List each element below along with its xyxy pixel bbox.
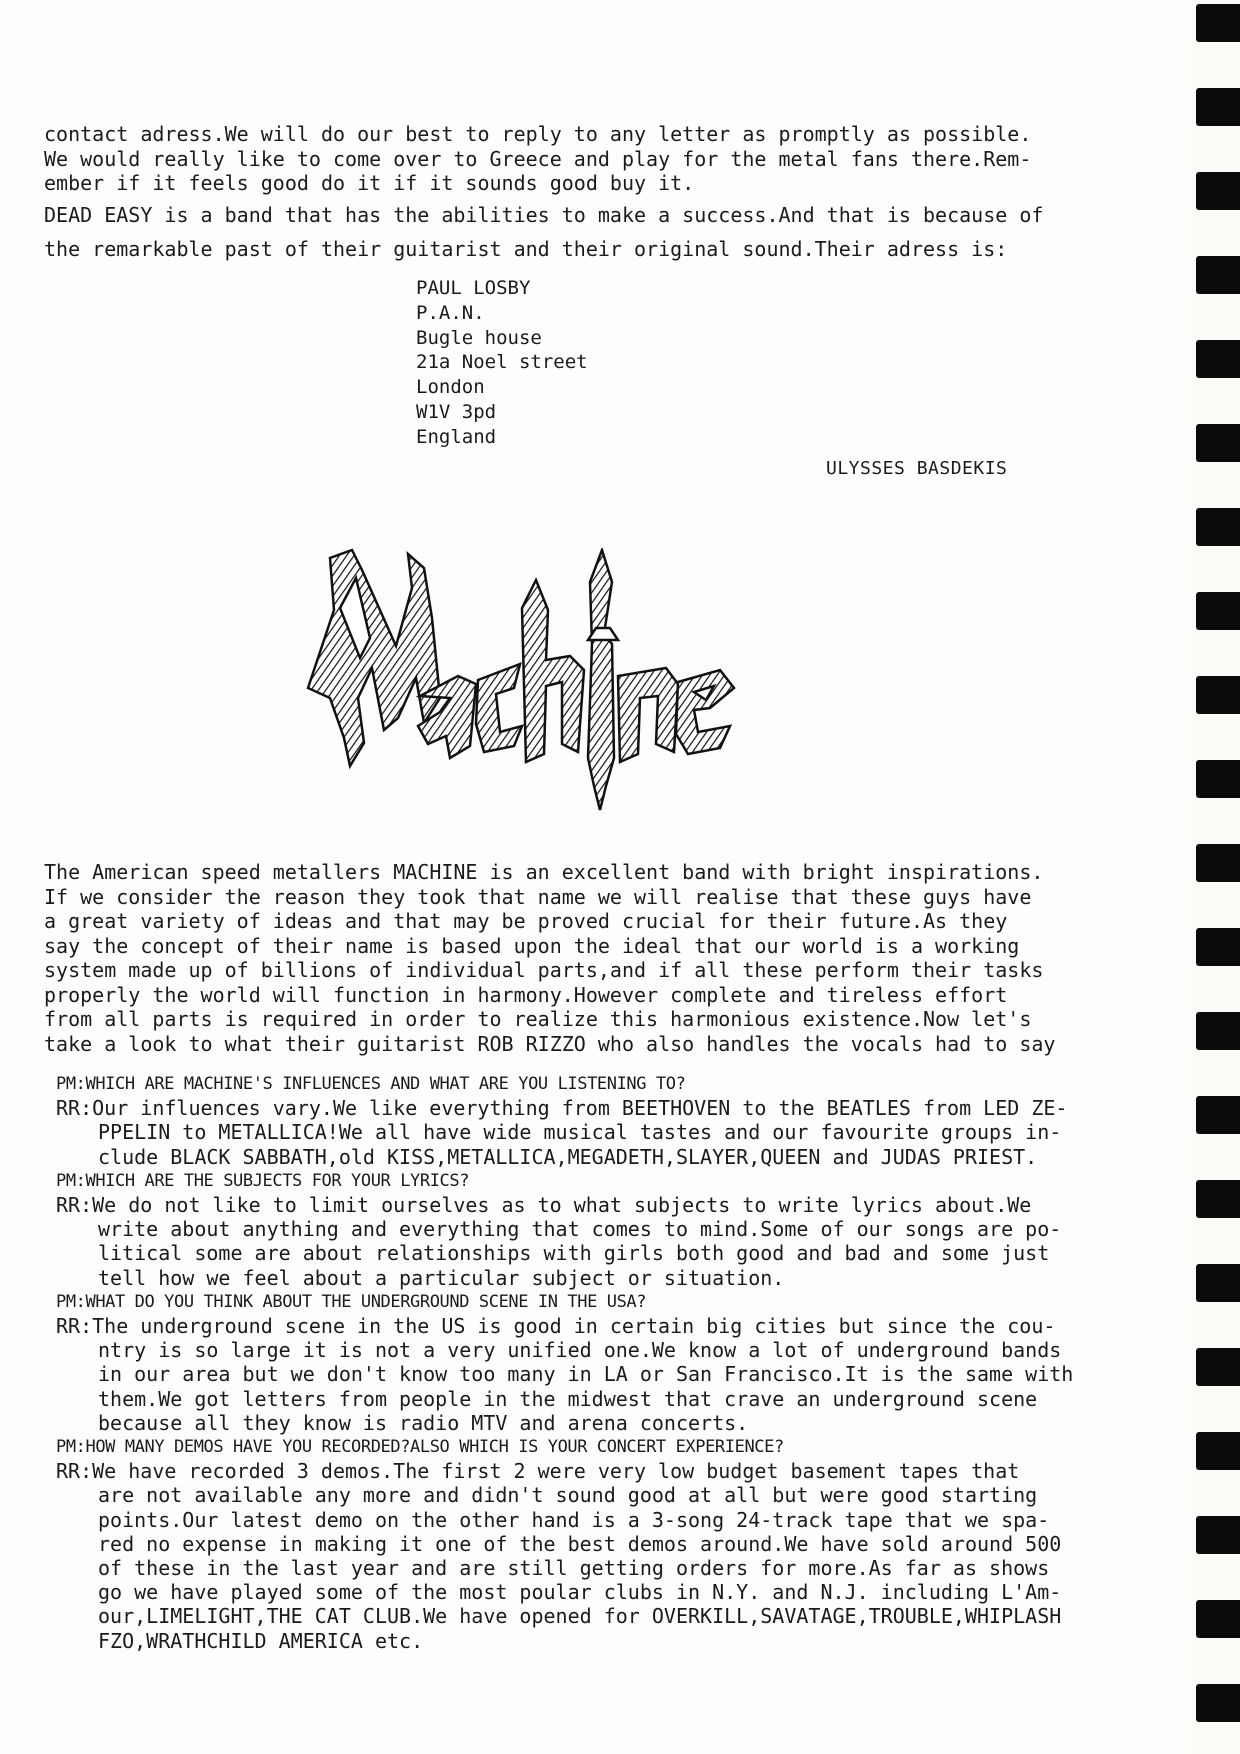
interview-question: PM:WHICH ARE MACHINE'S INFLUENCES AND WHAT ARE YOU LISTENING TO?: [56, 1074, 686, 1094]
interview-answer-line: FZO,WRATHCHILD AMERICA etc.: [98, 1628, 424, 1653]
text-line: DEAD EASY is a band that has the abilities to make a success.And that is because of: [44, 203, 1044, 227]
binding-ring: [1196, 1348, 1240, 1386]
address-line: W1V 3pd: [416, 400, 497, 423]
intro-paragraph: [44, 122, 1104, 196]
interview-answer-line: RR:Our influences vary.We like everything from BEETHOVEN to the BEATLES from LED ZE-: [56, 1096, 1068, 1121]
binding-ring: [1196, 1600, 1240, 1638]
binding-ring: [1196, 1180, 1240, 1218]
interview-answer-line: litical some are about relationships with girls both good and bad and some just: [98, 1241, 1050, 1266]
interview-answer-line: RR:We have recorded 3 demos.The first 2 were very low budget basement tapes that: [56, 1459, 1020, 1484]
interview-answer-line: are not available any more and didn't sound good at all but were good starting: [98, 1483, 1038, 1508]
interview-answer-line: in our area but we don't know too many in LA or San Francisco.It is the same with: [98, 1362, 1074, 1387]
text-line: We would really like to come over to Greece and play for the metal fans there.Rem-: [44, 146, 1032, 171]
interview-answer-line: RR:We do not like to limit ourselves as to what subjects to write lyrics about.We: [56, 1193, 1032, 1218]
binding-ring: [1196, 1264, 1240, 1302]
text-line: If we consider the reason they took that name we will realise that these guys have: [44, 884, 1032, 909]
binding-ring: [1196, 256, 1240, 294]
text-line: say the concept of their name is based upon the ideal that our world is a working: [44, 933, 1020, 958]
interview-section: [56, 1072, 1116, 1653]
binding-ring: [1196, 172, 1240, 210]
machine-intro-paragraph: [44, 860, 1104, 1056]
binding-ring: [1196, 1684, 1240, 1722]
text-line: the remarkable past of their guitarist and their original sound.Their adress is:: [44, 237, 1008, 261]
interview-question: PM:WHAT DO YOU THINK ABOUT THE UNDERGROUND SCENE IN THE USA?: [56, 1291, 647, 1312]
interview-answer-line: our,LIMELIGHT,THE CAT CLUB.We have opened for OVERKILL,SAVATAGE,TROUBLE,WHIPLASH: [98, 1604, 1062, 1629]
binding-ring: [1196, 676, 1240, 714]
interview-answer-line: tell how we feel about a particular subject or situation.: [98, 1265, 785, 1290]
interview-answer-line: because all they know is radio MTV and arena concerts.: [98, 1410, 749, 1435]
text-line: from all parts is required in order to realize this harmonious existence.Now let's: [44, 1007, 1032, 1031]
interview-answer-line: red no expense in making it one of the best demos around.We have sold around 500: [98, 1531, 1062, 1556]
interview-question: PM:HOW MANY DEMOS HAVE YOU RECORDED?ALSO WHICH IS YOUR CONCERT EXPERIENCE?: [56, 1437, 784, 1458]
text-line: system made up of billions of individual parts,and if all these perform their tasks: [44, 958, 1044, 982]
address-line: P.A.N.: [416, 301, 485, 324]
interview-question: PM:WHICH ARE THE SUBJECTS FOR YOUR LYRICS?: [56, 1170, 470, 1191]
interview-answer-line: them.We got letters from people in the midwest that crave an underground scene: [98, 1386, 1038, 1411]
binding-ring: [1196, 1096, 1240, 1134]
binding-ring: [1196, 928, 1240, 966]
text-line: properly the world will function in harmony.However complete and tireless effort: [44, 982, 1008, 1007]
interview-answer-line: PPELIN to METALLICA!We all have wide musical tastes and our favourite groups in-: [98, 1120, 1062, 1145]
text-line: contact adress.We will do our best to reply to any letter as promptly as possible.: [44, 122, 1032, 146]
binding-ring: [1196, 844, 1240, 882]
text-line: The American speed metallers MACHINE is an excellent band with bright inspirations.: [44, 860, 1044, 884]
address-line: London: [416, 376, 485, 399]
interview-answer-line: ntry is so large it is not a very unified one.We know a lot of underground bands: [98, 1338, 1062, 1363]
machine-band-logo: [300, 548, 740, 818]
binding-ring: [1196, 508, 1240, 546]
binding-ring: [1196, 88, 1240, 126]
binding-ring: [1196, 424, 1240, 462]
spiral-binding: [1192, 0, 1240, 1754]
address-line: PAUL LOSBY: [416, 277, 531, 299]
text-line: a great variety of ideas and that may be proved crucial for their future.As they: [44, 909, 1008, 933]
interview-answer-line: points.Our latest demo on the other hand is a 3-song 24-track tape that we spa-: [98, 1507, 1050, 1532]
binding-ring: [1196, 1012, 1240, 1050]
text-line: ember if it feels good do it if it sounds good buy it.: [44, 171, 695, 195]
binding-ring: [1196, 4, 1240, 42]
band-address: [416, 276, 588, 450]
interview-answer-line: go we have played some of the most poular clubs in N.Y. and N.J. including L'Am-: [98, 1580, 1062, 1605]
address-line: Bugle house: [416, 326, 542, 349]
dead-easy-paragraph: [44, 198, 1104, 266]
binding-ring: [1196, 1432, 1240, 1470]
binding-ring: [1196, 592, 1240, 630]
text-line: take a look to what their guitarist ROB RIZZO who also handles the vocals had to say: [44, 1031, 1056, 1056]
binding-ring: [1196, 1516, 1240, 1554]
author-signature: ULYSSES BASDEKIS: [826, 458, 1008, 479]
interview-answer-line: RR:The underground scene in the US is good in certain big cities but since the cou-: [56, 1314, 1056, 1339]
interview-answer-line: clude BLACK SABBATH,old KISS,METALLICA,MEGADETH,SLAYER,QUEEN and JUDAS PRIEST.: [98, 1144, 1038, 1169]
binding-ring: [1196, 760, 1240, 798]
address-line: 21a Noel street: [416, 351, 588, 374]
binding-ring: [1196, 340, 1240, 378]
interview-answer-line: write about anything and everything that comes to mind.Some of our songs are po-: [98, 1217, 1062, 1242]
interview-answer-line: of these in the last year and are still getting orders for more.As far as shows: [98, 1556, 1050, 1581]
address-line: England: [416, 425, 497, 448]
